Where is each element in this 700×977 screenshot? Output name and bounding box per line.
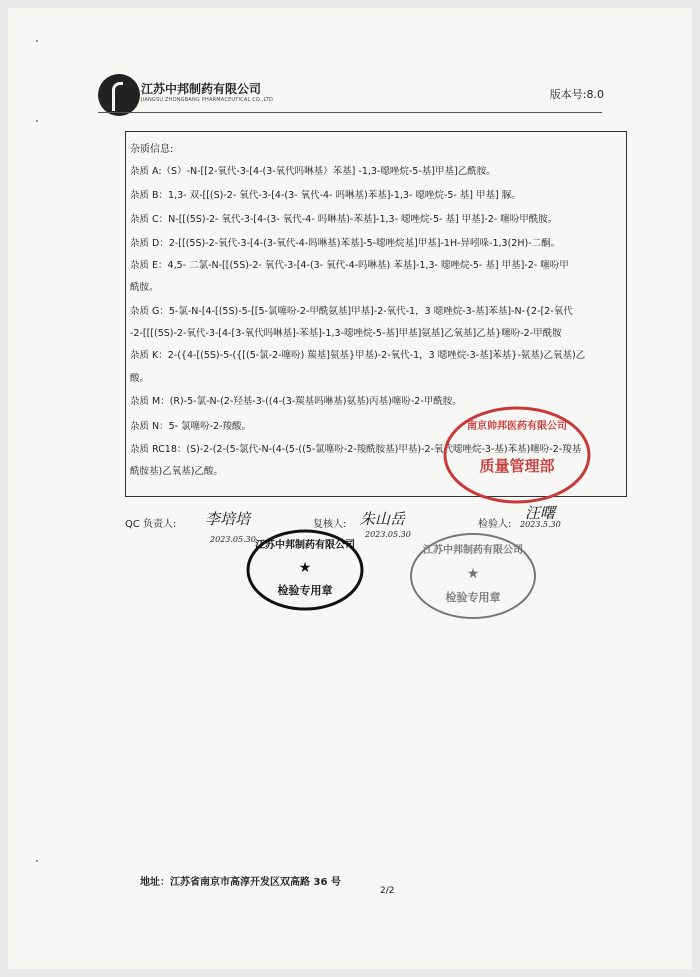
red-stamp-text: 质量管理部 bbox=[479, 457, 555, 475]
inspector-signature: 汪曙 bbox=[525, 504, 556, 522]
faded-stamp-name: 江苏中邦制药有限公司 bbox=[423, 545, 523, 556]
inspector-label: 检验人: bbox=[478, 519, 512, 530]
faded-stamp-text: 检验专用章 bbox=[445, 591, 501, 604]
impurity-line: 杂质 E：4,5- 二氯-N-[[(5S)-2- 氧代-3-[4-(3- 氧代-4-吗啉基) 苯基]-1,3- 噁唑烷-5- 基] 甲基]-2- 噻吩甲 bbox=[130, 260, 569, 271]
red-stamp-name: 南京帅邦医药有限公司 bbox=[467, 421, 567, 432]
impurity-line: 杂质 N：5- 氯噻吩-2-羧酸。 bbox=[130, 421, 252, 432]
version-number: 版本号:8.0 bbox=[549, 88, 604, 101]
company-name-cn: 江苏中邦制药有限公司 bbox=[141, 82, 262, 96]
company-logo-icon bbox=[98, 74, 140, 116]
impurity-line: 杂质 C：N-[[(5S)-2- 氧代-3-[4-(3- 氧代-4- 吗啉基)-苯基]-1,3- 噁唑烷-5- 基] 甲基]-2- 噻吩甲酰胺。 bbox=[130, 214, 558, 225]
impurity-line: 杂质 M：(R)-5-氯-N-(2-羟基-3-((4-(3-羰基吗啉基)氨基)丙基)噻吩-2-甲酰胺。 bbox=[130, 396, 462, 407]
impurity-line: 酸。 bbox=[130, 373, 150, 384]
impurity-line: 杂质 G：5-氯-N-[4-[(5S)-5-[[5-氯噻吩-2-甲酰氨基]甲基]-2-氧代-1，3 噁唑烷-3-基]苯基]-N-{2-[2-氧代 bbox=[130, 306, 573, 317]
page-number: 2/2 bbox=[380, 886, 395, 896]
margin-mark bbox=[36, 860, 38, 862]
impurity-line: 杂质 A:（S）-N-[[2-氧代-3-[4-(3-氧代吗啉基）苯基] -1,3-噁唑烷-5-基]甲基]乙酰胺。 bbox=[130, 166, 496, 177]
star-icon: ★ bbox=[298, 560, 312, 576]
impurity-section-title: 杂质信息: bbox=[130, 144, 174, 155]
qc-sign-date: 2023.05.30 bbox=[210, 535, 256, 544]
margin-mark bbox=[36, 120, 38, 122]
reviewer-label: 复核人: bbox=[313, 519, 347, 530]
company-name-en: JIANGSU ZHONGBANG PHARMACEUTICAL CO.,LTD bbox=[141, 97, 274, 103]
inspector-sign-date: 2023.5.30 bbox=[520, 520, 561, 529]
header-divider bbox=[98, 112, 602, 113]
qc-manager-signature: 李培培 bbox=[205, 510, 251, 528]
reviewer-sign-date: 2023.05.30 bbox=[365, 530, 411, 539]
reviewer-signature: 朱山岳 bbox=[360, 510, 406, 528]
impurity-line: 酰胺基)乙氧基)乙酸。 bbox=[130, 466, 223, 477]
qc-manager-label: QC 负责人: bbox=[125, 519, 177, 530]
impurity-line: 杂质 B：1,3- 双-[[(S)-2- 氧代-3-[4-(3- 氧代-4- 吗啉基)苯基]-1,3- 噁唑烷-5- 基] 甲基] 脲。 bbox=[130, 190, 521, 201]
star-icon: ★ bbox=[466, 566, 480, 582]
inspection-stamp-faded bbox=[408, 531, 538, 621]
margin-mark bbox=[36, 40, 38, 42]
impurity-line: 杂质 K：2-({4-[(5S)-5-({[(5-氯-2-噻吩) 羰基]氨基}甲基)-2-氧代-1，3 噁唑烷-3-基]苯基}-氨基)乙氧基)乙 bbox=[130, 350, 586, 361]
impurity-line: 酰胺。 bbox=[130, 282, 159, 293]
impurity-line: 杂质 RC18：(S)-2-(2-(5-氯代-N-(4-(5-((5-氯噻吩-2-羧酰胺基)甲基)-2-氧代噁唑烷-3-基)苯基)噻吩-2-羧基 bbox=[130, 444, 582, 455]
inspection-stamp bbox=[245, 528, 365, 612]
impurity-line: -2-[[[(5S)-2-氧代-3-[4-[3-氧代吗啉基]-苯基]-1,3-噁唑烷-5-基]甲基]氨基]乙氧基]乙基}噻吩-2-甲酰胺 bbox=[130, 328, 562, 339]
company-address: 地址：江苏省南京市高淳开发区双高路 36 号 bbox=[140, 877, 341, 888]
impurity-line: 杂质 D：2-[[(5S)-2-氧代-3-[4-(3-氧代-4-吗啉基)苯基]-5-噁唑烷基]甲基]-1H-异吲哚-1,3(2H)-二酮。 bbox=[130, 238, 561, 249]
inspection-stamp-name: 江苏中邦制药有限公司 bbox=[255, 540, 355, 551]
inspection-stamp-text: 检验专用章 bbox=[277, 584, 333, 597]
quality-dept-stamp bbox=[442, 405, 592, 505]
